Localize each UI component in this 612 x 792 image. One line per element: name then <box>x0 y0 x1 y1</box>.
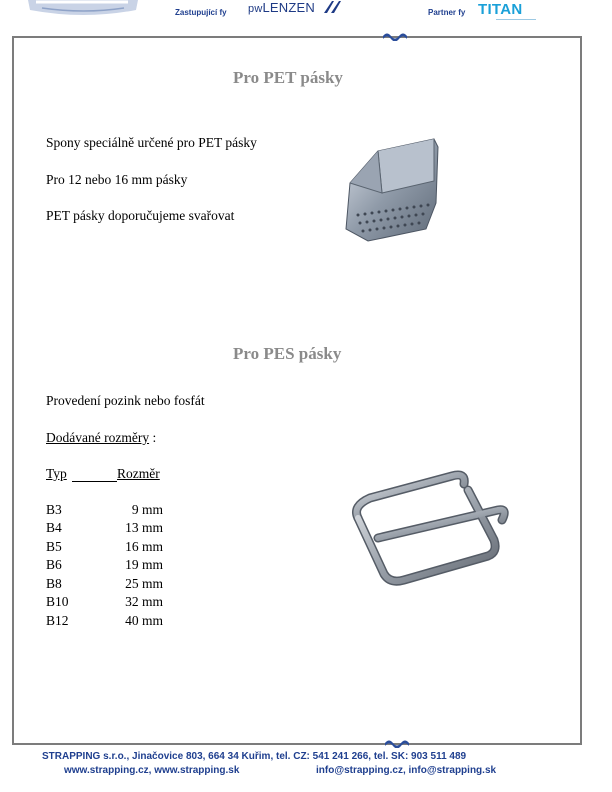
header-divider <box>12 36 582 38</box>
lenzen-logo <box>248 0 315 15</box>
pet-line-2: Pro 12 nebo 16 mm pásky <box>46 172 188 187</box>
column-header-size-text: Rozměr <box>117 466 160 481</box>
row-size: 9 mm <box>131 502 163 517</box>
table-row <box>46 594 176 612</box>
partner-label: Partner fy <box>428 8 466 17</box>
footer-divider <box>12 743 582 745</box>
row-type: B4 <box>46 520 62 535</box>
lenzen-swoosh-icon <box>320 0 344 14</box>
row-type: B5 <box>46 539 62 554</box>
column-header-underline <box>72 481 117 482</box>
pet-seal-buckle-photo <box>338 133 448 251</box>
pet-line-3: PET pásky doporučujeme svařovat <box>46 208 235 223</box>
row-type: B6 <box>46 557 62 572</box>
footer-web-links[interactable]: www.strapping.cz, www.strapping.sk <box>64 765 240 776</box>
pes-heading: Pro PES pásky <box>233 344 342 363</box>
pet-line-1: Spony speciálně určené pro PET pásky <box>46 135 257 150</box>
footer-email-links[interactable]: info@strapping.cz, info@strapping.sk <box>316 765 497 776</box>
sizes-label <box>46 430 156 446</box>
row-size: 13 mm <box>125 520 163 535</box>
lenzen-name: LENZEN <box>262 0 315 15</box>
row-size: 32 mm <box>125 594 163 609</box>
represented-label: Zastupující fy <box>175 8 227 17</box>
page-border-right <box>580 37 582 744</box>
pes-wire-buckle-photo <box>348 462 520 590</box>
row-type: B10 <box>46 594 69 609</box>
titan-logo: TITAN <box>478 1 523 18</box>
footer-address: STRAPPING s.r.o., Jinačovice 803, 664 34 Kuřim, tel. CZ: 541 241 266, tel. SK: 903 511 489 <box>42 751 467 762</box>
table-row <box>46 557 176 575</box>
table-row <box>46 613 176 631</box>
column-header-type: Typ <box>46 466 67 481</box>
row-type: B12 <box>46 613 69 628</box>
table-row <box>46 576 176 594</box>
table-row <box>46 539 176 557</box>
table-row <box>46 502 176 520</box>
pet-heading: Pro PET pásky <box>233 68 343 87</box>
page-border-left <box>12 37 14 744</box>
sizes-label-suffix: : <box>149 430 157 445</box>
row-size: 16 mm <box>125 539 163 554</box>
lenzen-prefix: pw <box>248 3 263 15</box>
wave-mark-icon <box>384 738 410 748</box>
row-type: B3 <box>46 502 62 517</box>
column-header-size <box>117 466 160 482</box>
row-size: 25 mm <box>125 576 163 591</box>
sizes-label-text: Dodávané rozměry <box>46 430 150 445</box>
pes-line-1: Provedení pozink nebo fosfát <box>46 393 205 408</box>
titan-tagline-icon <box>496 18 536 21</box>
row-size: 40 mm <box>125 613 163 628</box>
table-row <box>46 520 176 538</box>
strapping-logo-icon <box>24 0 142 18</box>
row-type: B8 <box>46 576 62 591</box>
wave-mark-icon <box>382 31 408 41</box>
row-size: 19 mm <box>125 557 163 572</box>
